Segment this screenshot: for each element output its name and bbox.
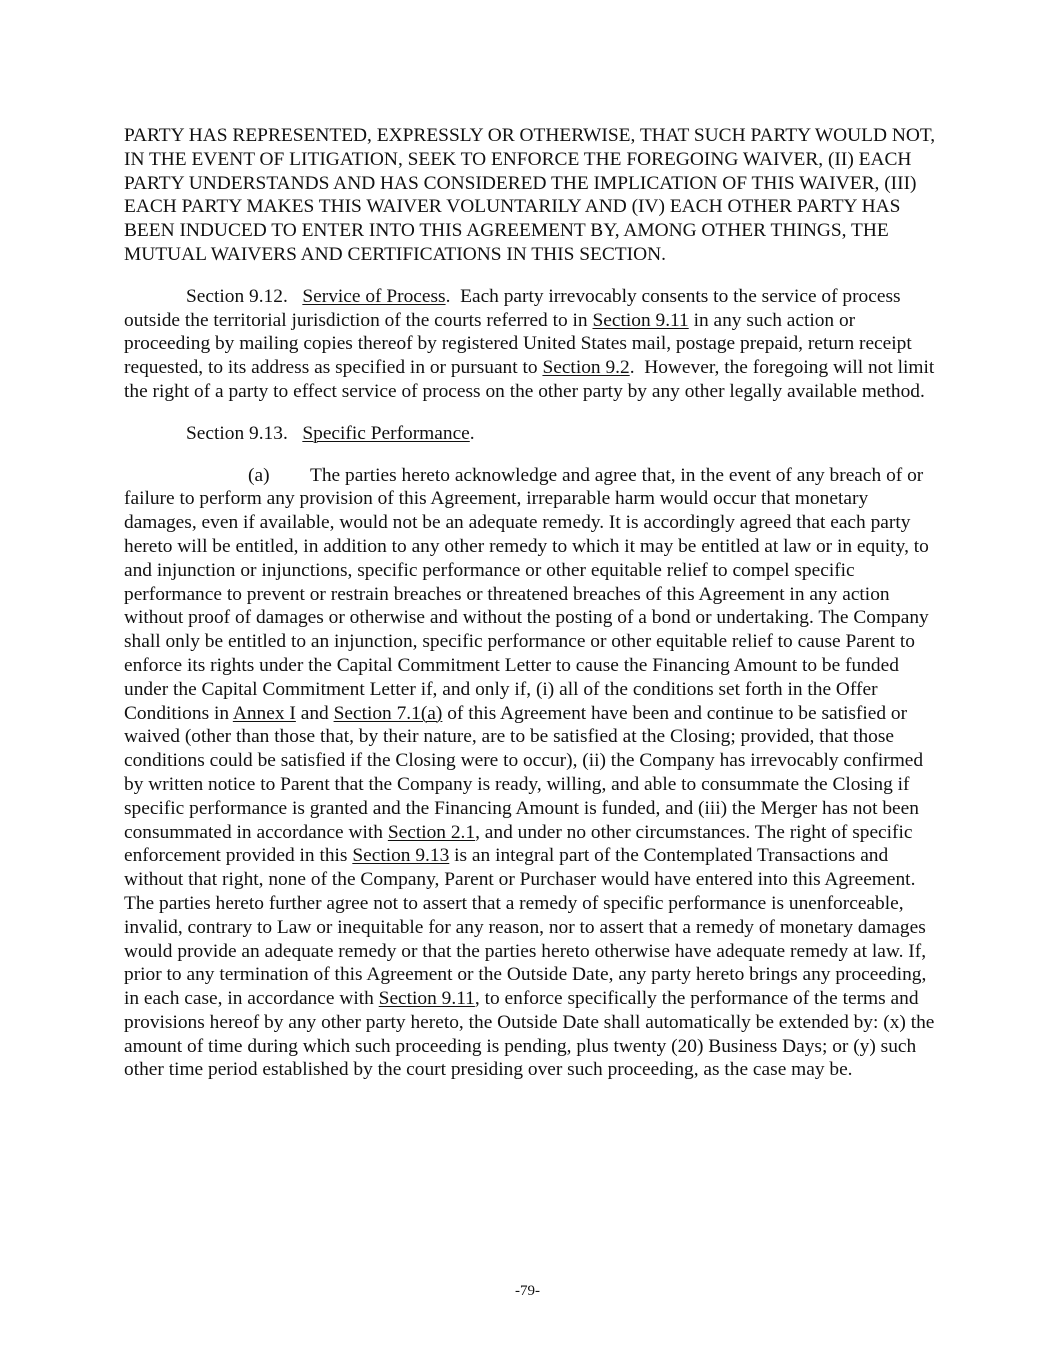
section-9-13-a-paragraph: (a) The parties hereto acknowledge and agree that, in the event of any breach of or failure to perform any provision of this Agreement, irreparable harm would occur that monetary damages, even if available, would not be an adequate remedy. It is accordingly agreed that each party hereto will be entitled, in addition to any other remedy to which it may be entitled at law or in equity, to and injunction or injunctions, specific performance or other equitable relief to compel specific performance to prevent or restrain breaches or threatened breaches of this Agreement in any action without proof of damages or otherwise and without the posting of a bond or undertaking. The Company shall only be entitled to an injunction, specific performance or other equitable relief to cause Parent to enforce its rights under the Capital Commitment Letter to cause the Financing Amount to be funded under the Capital Commitment Letter if, and only if, (i) all of the conditions set forth in the Offer Conditions in Annex I and Section 7.1(a) of this Agreement have been and continue to be satisfied or waived (other than those that, by their nature, are to be satisfied at the Closing; provided, that those conditions could be satisfied if the Closing were to occur), (ii) the Company has irrevocably confirmed by written notice to Parent that the Company is ready, willing, and able to consummate the Closing if specific performance is granted and the Financing Amount is funded, and (iii) the Merger has not been consummated in accordance with Section 2.1, and under no other circumstances. The right of specific enforcement provided in this Section 9.13 is an integral part of the Contemplated Transactions and without that right, none of the Company, Parent or Purchaser would have entered into this Agreement. The parties hereto further agree not to assert that a remedy of specific performance is unenforceable, invalid, contrary to Law or inequitable for any reason, nor to assert that a remedy of monetary damages would provide an adequate remedy or that the parties hereto otherwise have adequate remedy at law. If, prior to any termination of this Agreement or the Outside Date, any party hereto brings any proceeding, in each case, in accordance with Section 9.11, to enforce specifically the performance of the terms and provisions hereof by any other party hereto, the Outside Date shall automatically be extended by: (x) the amount of time during which such proceeding is pending, plus twenty (20) Business Days; or (y) such other time period established by the court presiding over such proceeding, as the case may be. <box>124 464 935 1081</box>
section-9-13-title: Specific Performance <box>302 422 470 444</box>
section-9-12-number: Section 9.12. <box>186 285 288 307</box>
section-9-11-reference[interactable]: Section 9.11 <box>592 309 689 331</box>
section-9-12-paragraph: Section 9.12. Service of Process. Each party irrevocably consents to the service of process outside the territorial jurisdiction of the courts referred to in Section 9.11 in any such action or proceeding by mailing copies thereof by registered United States mail, postage prepaid, return receipt requested, to its address as specified in or pursuant to Section 9.2. However, the foregoing will not limit the right of a party to effect service of process on the other party by any other legally available method. <box>124 285 935 402</box>
section-9-13-number: Section 9.13. <box>186 422 288 444</box>
section-9-13-heading: Section 9.13. Specific Performance. <box>186 422 475 444</box>
annex-i-reference[interactable]: Annex I <box>232 702 296 724</box>
waiver-paragraph: PARTY HAS REPRESENTED, EXPRESSLY OR OTHERWISE, THAT SUCH PARTY WOULD NOT, IN THE EVENT OF LITIGATION, SEEK TO ENFORCE THE FOREGOING WAIVER, (II) EACH PARTY UNDERSTANDS AND HAS CONSIDERED THE IMPLICATION OF THIS WAIVER, (III) EACH PARTY MAKES THIS WAIVER VOLUNTARILY AND (IV) EACH OTHER PARTY HAS BEEN INDUCED TO ENTER INTO THIS AGREEMENT BY, AMONG OTHER THINGS, THE MUTUAL WAIVERS AND CERTIFICATIONS IN THIS SECTION. <box>124 125 936 265</box>
section-2-1-reference[interactable]: Section 2.1 <box>387 821 476 843</box>
subsection-a-label: (a) <box>248 464 270 486</box>
section-9-12-title: Service of Process <box>302 285 446 307</box>
page-number: -79- <box>515 1283 540 1299</box>
section-7-1-a-reference[interactable]: Section 7.1(a) <box>333 702 443 724</box>
document-page <box>124 124 936 1100</box>
section-9-2-reference[interactable]: Section 9.2 <box>542 357 630 379</box>
section-9-13-reference[interactable]: Section 9.13 <box>352 845 450 867</box>
section-9-11-reference-2[interactable]: Section 9.11 <box>378 988 475 1010</box>
